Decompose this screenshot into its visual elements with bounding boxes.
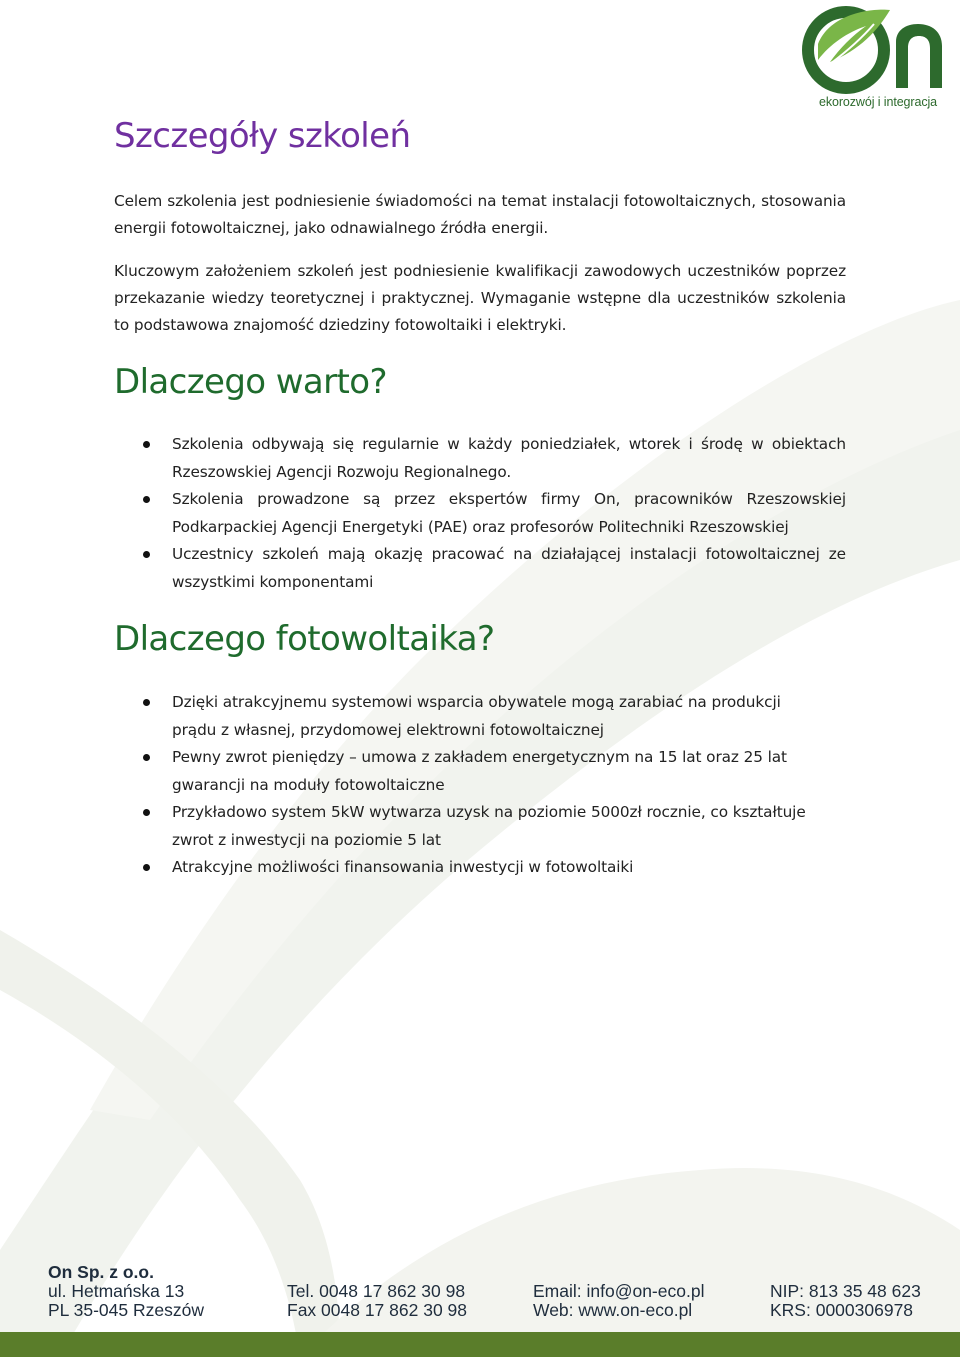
why-photovoltaics-list: [138, 689, 808, 882]
bullet-icon: [143, 441, 150, 448]
footer-tel: Tel. 0048 17 862 30 98: [287, 1281, 466, 1301]
list-item-text: Uczestnicy szkoleń mają okazję pracować na działającej instalacji fotowoltaicznej ze wszystkimi komponentami: [172, 545, 846, 591]
list-item: [138, 689, 808, 744]
company-logo: [800, 4, 952, 116]
why-worth-list: [138, 431, 846, 596]
list-item-text: Pewny zwrot pieniędzy – umowa z zakładem energetycznym na 15 lat oraz 25 lat gwarancji na moduły fotowoltaiczne: [172, 748, 787, 794]
bullet-icon: [143, 699, 150, 706]
list-item-text: Przykładowo system 5kW wytwarza uzysk na poziomie 5000zł rocznie, co kształtuje zwrot z inwestycji na poziomie 5 lat: [172, 803, 806, 849]
list-item: [138, 799, 808, 854]
footer-city: PL 35-045 Rzeszów: [48, 1300, 204, 1320]
paragraph-goal: Celem szkolenia jest podniesienie świadomości na temat instalacji fotowoltaicznych, stosowania energii fotowoltaicznej, jako odnawialnego źródła energii.: [114, 192, 846, 237]
list-item-text: Atrakcyjne możliwości finansowania inwestycji w fotowoltaiki: [172, 858, 634, 876]
section-title-details: Szczegóły szkoleń: [114, 116, 411, 156]
footer-registry: [770, 1282, 921, 1320]
footer-krs: KRS: 0000306978: [770, 1300, 914, 1320]
footer-fax: Fax 0048 17 862 30 98: [287, 1300, 468, 1320]
footer-email[interactable]: Email: info@on-eco.pl: [533, 1281, 705, 1301]
footer-phone: [287, 1282, 467, 1320]
list-item: [138, 541, 846, 596]
list-item: [138, 486, 846, 541]
footer-address: [48, 1263, 204, 1320]
leaf-logo-icon: [800, 4, 952, 96]
section-title-why-photovoltaics: Dlaczego fotowoltaika?: [114, 619, 495, 659]
logo-tagline: ekorozwój i integracja: [819, 95, 937, 109]
bullet-icon: [143, 754, 150, 761]
list-item-text: Dzięki atrakcyjnemu systemowi wsparcia obywatele mogą zarabiać na produkcji prądu z własnej, przydomowej elektrowni fotowoltaicznej: [172, 693, 781, 739]
footer-street: ul. Hetmańska 13: [48, 1281, 185, 1301]
footer-bar: [0, 1332, 960, 1357]
list-item: [138, 744, 808, 799]
list-item-text: Szkolenia prowadzone są przez ekspertów firmy On, pracowników Rzeszowskiej Podkarpackiej Agencji Energetyki (PAE) oraz profesorów Politechniki Rzeszowskiej: [172, 490, 846, 536]
footer-contact: [533, 1282, 704, 1320]
bullet-icon: [143, 864, 150, 871]
paragraph-key-assumption: Kluczowym założeniem szkoleń jest podniesienie kwalifikacji zawodowych uczestników poprzez przekazanie wiedzy teoretycznej i praktycznej. Wymaganie wstępne dla uczestników szkolenia to podstawowa znajomość dziedziny fotowoltaiki i elektryki.: [114, 262, 846, 334]
list-item-text: Szkolenia odbywają się regularnie w każdy poniedziałek, wtorek i środę w obiektach Rzeszowskiej Agencji Rozwoju Regionalnego.: [172, 435, 846, 481]
footer-web[interactable]: Web: www.on-eco.pl: [533, 1300, 693, 1320]
list-item: [138, 431, 846, 486]
footer-nip: NIP: 813 35 48 623: [770, 1281, 921, 1301]
bullet-icon: [143, 809, 150, 816]
section-title-why-worth: Dlaczego warto?: [114, 362, 387, 402]
bullet-icon: [143, 551, 150, 558]
bullet-icon: [143, 496, 150, 503]
footer-company: On Sp. z o.o.: [48, 1262, 154, 1282]
list-item: [138, 854, 808, 882]
